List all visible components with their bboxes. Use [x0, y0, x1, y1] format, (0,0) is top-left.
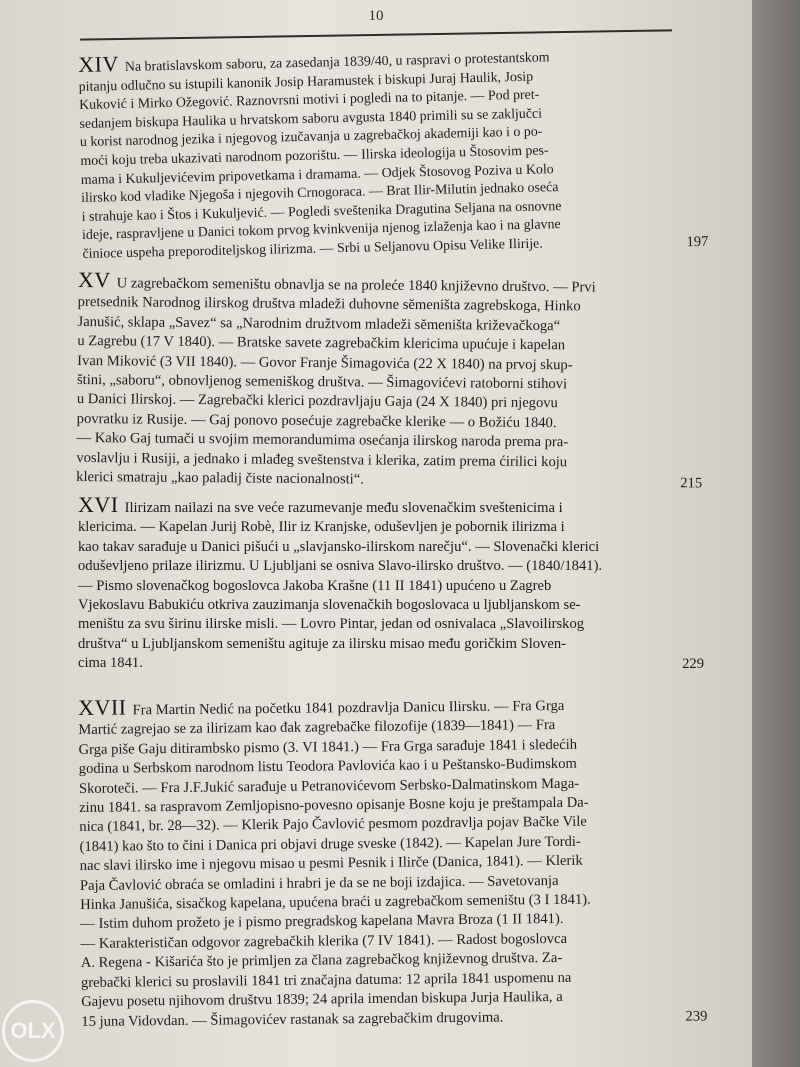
page-reference: 229 — [682, 656, 704, 673]
section-line: Gajevu posetu njihovom društvu 1839; 24 aprila imendan biskupa Jurja Haulika, a — [81, 989, 563, 1011]
section-xvii — [78, 691, 707, 1031]
section-line: Kuković i Mirko Ožegović. Raznovrsni motivi i pogledi na to pitanje. — Pod pret- — [78, 87, 540, 114]
section-line: nac slavi ilirsko ime i njegovu misao u pesmi Pesnik i Ilirče (Danica, 1841). — Klerik — [79, 852, 583, 875]
section-line: — Pismo slovenačkog bogoslovca Jakoba Krašne (11 II 1841) upućeno u Zagreb — [78, 577, 552, 594]
section-line: grebački klerici su proslavili 1841 tri značajna datuma: 12 aprila 1841 uspomenu na — [80, 969, 572, 991]
section-line: Vjekoslavu Babukiću otkriva zauzimanja slovenačkih bogoslovaca u ljubljanskom se- — [78, 597, 581, 614]
section-line: u Danici Ilirskoj. — Zagrebački klerici pozdravljaju Gaja (24 X 1840) pri njegovu — [76, 391, 558, 412]
section-numeral: XVI — [78, 492, 119, 517]
section-line: A. Regena - Kišarića što je primljen za člana zagrebačkog književnog društva. Za- — [80, 950, 563, 972]
section-line: Ivan Miković (3 VII 1840). — Govor Franje Šimagovića (22 X 1840) na prvoj skup- — [77, 352, 573, 373]
section-line: sedanjem biskupa Haulika u hrvatskom saboru avgusta 1840 primili su se zaključci — [79, 106, 543, 132]
section-line: Fra Martin Nedić na početku 1841 pozdravlja Danicu Ilirsku. — Fra Grga — [132, 697, 565, 719]
page-reference: 197 — [686, 233, 709, 251]
section-line: i strahuje kao i Štos i Kukuljević. — Pogledi sveštenika Dragutina Seljana na osnovne — [81, 198, 562, 225]
section-line: klericima. — Kapelan Jurij Robè, Ilir iz Kranjske, oduševljen je pobornik ilirizma i — [78, 519, 565, 536]
section-line: činioce uspeha preporoditeljskog ilirizma. — Srbi u Seljanovu Opisu Velike Ilirije. — [82, 236, 543, 262]
section-line: u korist narodnog jezika i njegovog izučavanja u zagrebačkoj akademiji kao i o po- — [79, 124, 543, 151]
section-line: meništu za svu širinu ilirske misli. — Lovro Pintar, jedan od osnivalaca „Slavoilirskog — [78, 616, 585, 633]
section-line: Hinka Janušića, sisačkog kapelana, upućena braći u zagrebačkom semeništu (3 I 1841). — [80, 891, 591, 914]
section-line: Paja Čavlović obraća se omladini i hrabri je da se ne boji izdajica. — Savetovanja — [79, 872, 559, 894]
section-line: društva“ u Ljubljanskom semeništu agituje za ilirsku misao među goričkim Sloven- — [78, 635, 566, 652]
section-numeral: XVII — [77, 694, 127, 720]
section-line: u Zagrebu (17 V 1840). — Bratske savete zagrebačkim klericima upućuje i kapelan — [77, 333, 566, 354]
section-xiv — [78, 42, 709, 265]
section-line: U zagrebačkom semeništu obnavlja se na proleće 1840 književno društvo. — Prvi — [116, 275, 596, 296]
header-rule — [80, 29, 672, 40]
page-reference: 215 — [680, 475, 703, 492]
section-line: ideje, raspravljene u Danici tokom prvog kvinkvenija njenog izlaženja kao i na glavne — [81, 217, 561, 244]
book-edge — [752, 0, 800, 1067]
section-line: ilirsko kod vladike Njegoša i njegovih Crnogoraca. — Brat Ilir-Milutin jednako oseća — [81, 180, 559, 207]
section-line: Na bratislavskom saboru, za zasedanja 1839/40, u raspravi o protestantskom — [124, 50, 550, 75]
section-line: 15 juna Vidovdan. — Šimagovićev rastanak sa zagrebačkim drugovima. — [81, 1009, 504, 1030]
section-line: kao takav sarađuje u Danici pišući u „slavjansko-ilirskom narečju“. — Slovenački klerici — [78, 538, 600, 555]
section-line: Janušić, sklapa „Savez“ sa „Narodnim družtvom mladeži sĕmeništa križevačkoga“ — [77, 313, 561, 335]
section-line: voslavlju i Rusiji, a jednako i mlađeg sveštenstva i klerika, zatim prema ćirilici koju — [76, 449, 568, 470]
section-line: Grga piše Gaju ditirambsko pismo (3. VI 1841.) — Fra Grga sarađuje 1841 i sledećih — [78, 736, 578, 758]
olx-logo-icon — [2, 1000, 64, 1062]
section-line: mama i Kukuljevićevim pripovetkama i dramama. — Odjek Štosovog Poziva u Kolo — [80, 161, 554, 188]
section-line: godina u Serbskom narodnom listu Teodora Pavlovića kao i u Peštansko-Budimskom — [78, 755, 577, 778]
page-reference: 239 — [685, 1007, 708, 1025]
section-line: oduševljeno prilaze ilirizmu. U Ljubljani se osniva Slavo-ilirsko društvo. — (1840/1841). — [78, 558, 603, 575]
section-line: moći koju treba ukazivati narodnom pozorištu. — Ilirska ideologija u Štosovim pes- — [80, 143, 549, 169]
section-line: nica (1841, br. 28—32). — Klerik Pajo Čavlović pesmom pozdravlja pojav Bačke Vile — [79, 814, 587, 836]
section-numeral: XIV — [77, 51, 120, 77]
section-line: Martić zagrejao se za ilirizam kao đak zagrebačke filozofije (1839—1841) — Fra — [78, 717, 556, 739]
section-line: zinu 1841. sa raspravom Zemljopisno-povesno opisanje Bosne koju je preštampala Da- — [79, 794, 589, 817]
section-line: — Istim duhom prožeto je i pismo pregradskog kapelana Mavra Broza (1 II 1841). — [80, 911, 564, 933]
section-line: pitanju odlučno su istupili kanonik Josip Haramustek i biskupi Juraj Haulik, Josip — [78, 69, 534, 95]
section-line: pretsednik Narodnog ilirskog društva mladeži duhovne sĕmeništa zagrebskoga, Hinko — [77, 294, 581, 315]
section-line: — Kako Gaj tumači u svojim memorandumima osećanja ilirskog naroda prema pra- — [76, 430, 569, 451]
section-line: klerici smatraju „kao paladij čiste nacionalnosti“. — [76, 469, 364, 488]
section-numeral: XV — [77, 267, 111, 293]
section-line: (1841) kao što to čini i Danica pri objavi druge sveske (1842). — Kapelan Jure Tordi- — [79, 833, 581, 855]
section-line: cima 1841. — [78, 655, 143, 672]
watermark-text: OLX — [10, 1018, 56, 1043]
section-line: Ilirizam nailazi na sve veće razumevanje među slovenačkim sveštenicima i — [124, 500, 563, 516]
page-number: 10 — [368, 8, 384, 24]
section-line: štini, „saboru“, obnovljenog semeniškog društva. — Šimagovićevi ratoborni stihovi — [76, 372, 568, 393]
section-line: Skoroteči. — Fra J.F.Jukić sarađuje u Petranovićevom Serbsko-Dalmatinskom Maga- — [78, 775, 580, 797]
section-line: — Karakterističan odgovor zagrebačkih klerika (7 IV 1841). — Radost bogoslovca — [80, 930, 568, 952]
section-first-line — [78, 492, 704, 518]
section-xv — [76, 267, 704, 493]
section-xvi — [78, 492, 704, 674]
section-line: povratku iz Rusije. — Gaj ponovo posećuje zagrebačke klerike — o Božiću 1840. — [76, 410, 557, 432]
